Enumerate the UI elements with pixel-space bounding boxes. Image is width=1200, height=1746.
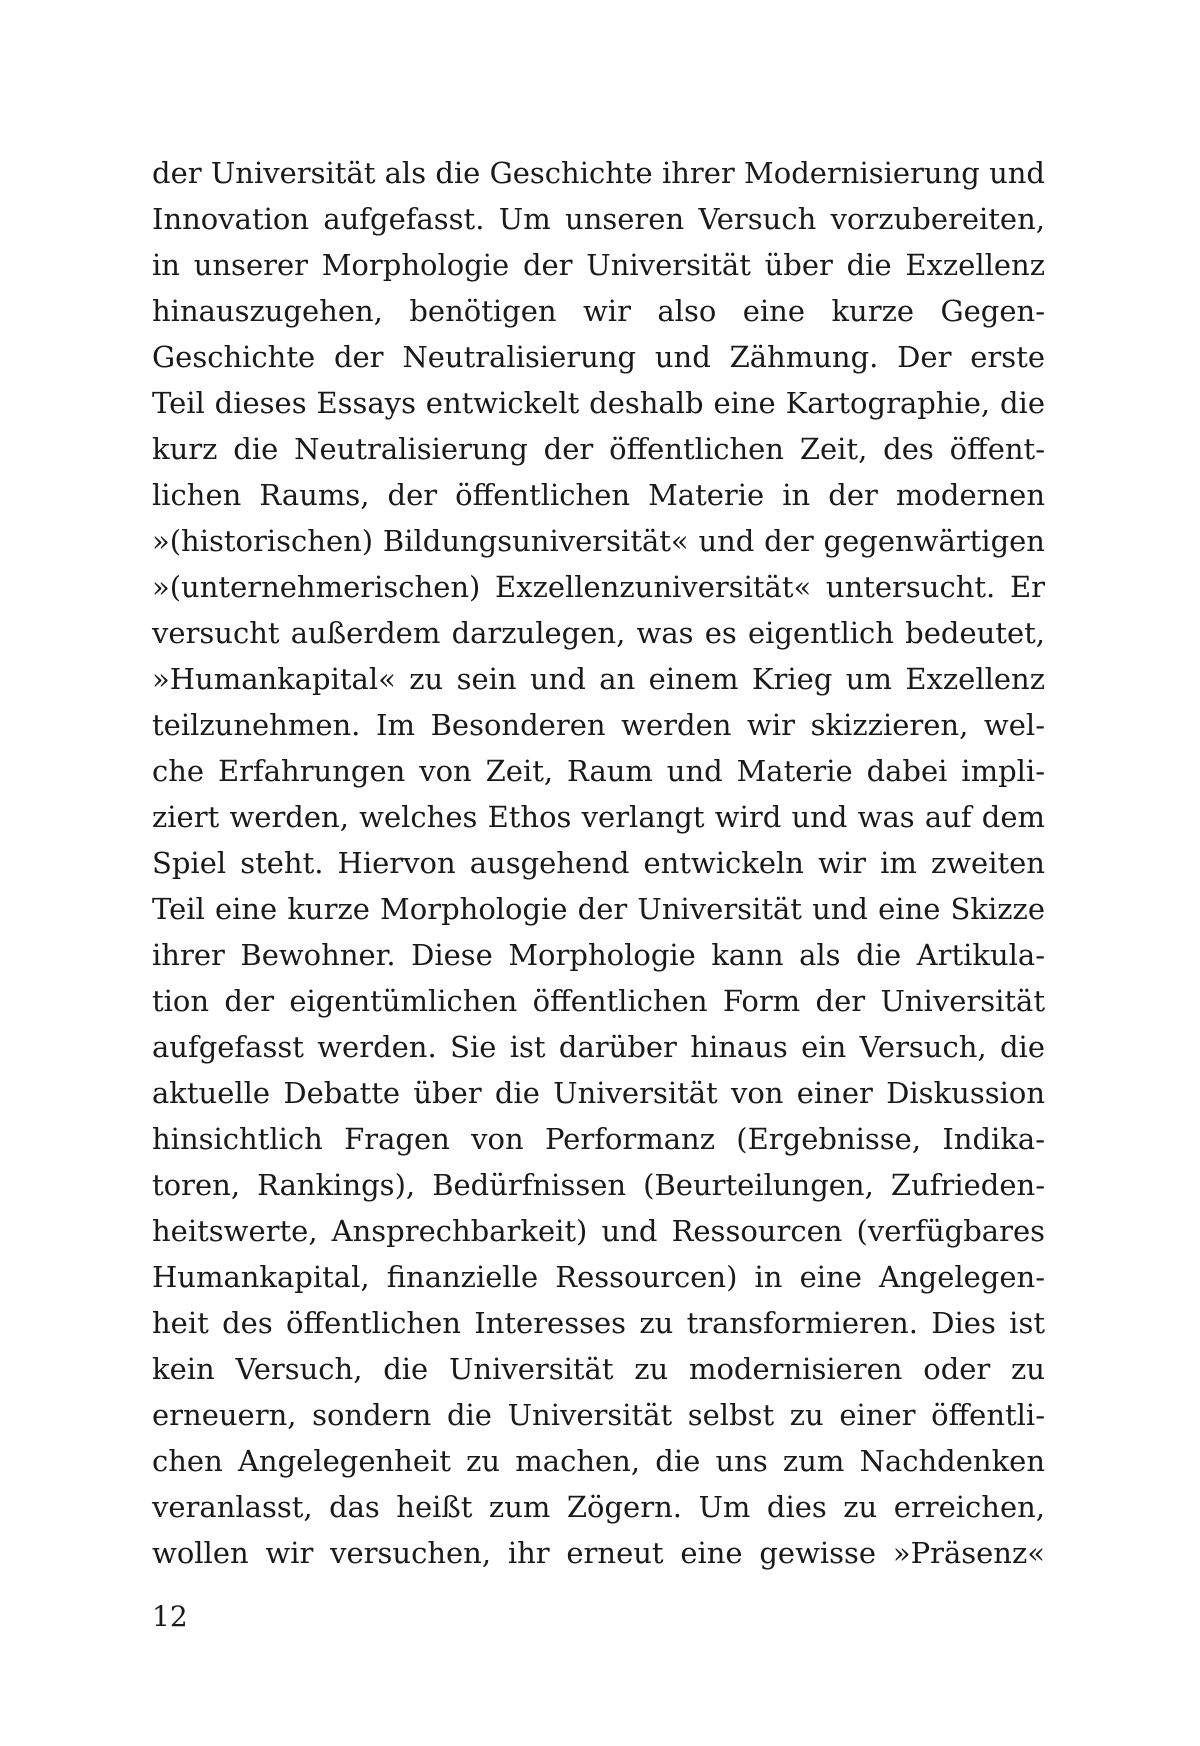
text-line: Spiel steht. Hiervon ausgehend entwickeln wir im zweiten	[152, 846, 1045, 880]
text-line: chen Angelegenheit zu machen, die uns zum Nachdenken	[152, 1444, 1045, 1478]
text-line: in unserer Morphologie der Universität über die Exzellenz	[152, 248, 1045, 282]
text-line: lichen Raums, der öffentlichen Materie in der modernen	[152, 478, 1045, 512]
page-number: 12	[152, 1600, 188, 1633]
text-line: »(historischen) Bildungsuniversität« und der gegenwärtigen	[152, 524, 1045, 558]
text-line: che Erfahrungen von Zeit, Raum und Materie dabei impli-	[152, 754, 1045, 788]
text-line: Teil dieses Essays entwickelt deshalb eine Kartographie, die	[152, 386, 1045, 420]
text-line: versucht außerdem darzulegen, was es eigentlich bedeutet,	[152, 616, 1045, 650]
body-text	[152, 150, 1045, 1576]
text-line: ziert werden, welches Ethos verlangt wird und was auf dem	[152, 800, 1045, 834]
text-line: der Universität als die Geschichte ihrer Modernisierung und	[152, 156, 1045, 190]
text-line: heitswerte, Ansprechbarkeit) und Ressourcen (verfügbares	[152, 1214, 1045, 1248]
text-line: aufgefasst werden. Sie ist darüber hinaus ein Versuch, die	[152, 1030, 1045, 1064]
text-line: ihrer Bewohner. Diese Morphologie kann als die Artikula-	[152, 938, 1045, 972]
text-line: »(unternehmerischen) Exzellenzuniversität« untersucht. Er	[152, 570, 1045, 604]
text-line: »Humankapital« zu sein und an einem Krieg um Exzellenz	[152, 662, 1045, 696]
text-line: teilzunehmen. Im Besonderen werden wir skizzieren, wel-	[152, 708, 1045, 742]
text-line: Humankapital, finanzielle Ressourcen) in eine Angelegen-	[152, 1260, 1045, 1294]
text-line: Geschichte der Neutralisierung und Zähmung. Der erste	[152, 340, 1045, 374]
text-line: tion der eigentümlichen öffentlichen Form der Universität	[152, 984, 1045, 1018]
text-line: aktuelle Debatte über die Universität von einer Diskussion	[152, 1076, 1045, 1110]
text-line: wollen wir versuchen, ihr erneut eine gewisse »Präsenz«	[152, 1536, 1045, 1570]
text-line: kurz die Neutralisierung der öffentlichen Zeit, des öffent-	[152, 432, 1045, 466]
text-line: kein Versuch, die Universität zu modernisieren oder zu	[152, 1352, 1045, 1386]
text-line: erneuern, sondern die Universität selbst zu einer öffentli-	[152, 1398, 1045, 1432]
text-line: hinsichtlich Fragen von Performanz (Ergebnisse, Indika-	[152, 1122, 1045, 1156]
text-line: veranlasst, das heißt zum Zögern. Um dies zu erreichen,	[152, 1490, 1045, 1524]
text-line: heit des öffentlichen Interesses zu transformieren. Dies ist	[152, 1306, 1045, 1340]
text-line: toren, Rankings), Bedürfnissen (Beurteilungen, Zufrieden-	[152, 1168, 1045, 1202]
text-line: Innovation aufgefasst. Um unseren Versuch vorzubereiten,	[152, 202, 1045, 236]
text-line: Teil eine kurze Morphologie der Universität und eine Skizze	[152, 892, 1045, 926]
text-line: hinauszugehen, benötigen wir also eine kurze Gegen-	[152, 294, 1045, 328]
